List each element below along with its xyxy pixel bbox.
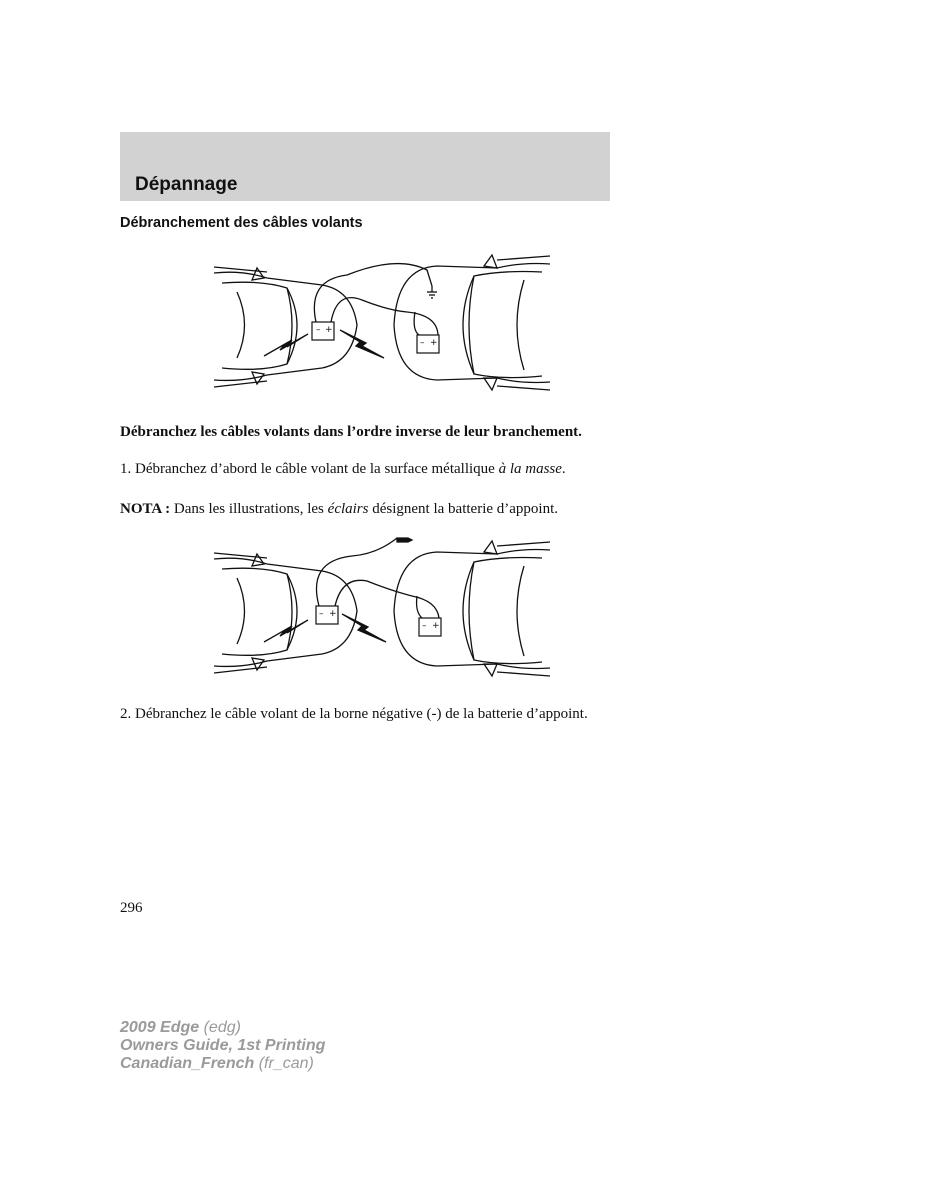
- footer-model: 2009 Edge: [120, 1019, 200, 1036]
- note: [120, 500, 610, 518]
- battery-icon: [312, 322, 334, 340]
- battery-terminal-neg: –: [420, 338, 425, 348]
- note-text-after: désignent la batterie d’appoint.: [368, 501, 559, 517]
- footer: [120, 1019, 325, 1073]
- disabled-car: [394, 255, 550, 390]
- page-number: 296: [120, 900, 143, 916]
- footer-line-2: Owners Guide, 1st Printing: [120, 1037, 326, 1054]
- illustration-jump-start-connected: [212, 250, 552, 400]
- step-2: 2. Débranchez le câble volant de la borne négative (-) de la batterie d’appoint.: [120, 706, 588, 722]
- footer-line-1: [120, 1019, 325, 1037]
- note-text-before: Dans les illustrations, les: [170, 501, 328, 517]
- note-emphasis: éclairs: [327, 501, 369, 517]
- jumper-cables: [314, 264, 438, 335]
- note-label: NOTA :: [120, 501, 171, 517]
- footer-line-3: [120, 1055, 325, 1073]
- cable-clamp-icon: [397, 538, 412, 542]
- footer-language: Canadian_French: [120, 1055, 255, 1072]
- battery-terminal-pos: +: [329, 609, 337, 619]
- ground-symbol-icon: [427, 286, 437, 298]
- footer-model-code: (edg): [199, 1019, 241, 1036]
- battery-terminal-pos: +: [325, 325, 333, 335]
- step-1-text: 1. Débranchez d’abord le câble volant de la surface métallique: [120, 461, 499, 477]
- battery-terminal-neg: –: [422, 621, 427, 631]
- section-title: Dépannage: [135, 174, 238, 195]
- illustration-ground-disconnected: [212, 536, 552, 686]
- sub-heading: Débranchement des câbles volants: [120, 215, 363, 231]
- booster-car: [214, 267, 357, 387]
- lightning-bolt-icon: [264, 334, 308, 356]
- step-1-emphasis: à la masse: [498, 461, 562, 477]
- lightning-bolt-icon: [264, 620, 308, 642]
- battery-terminal-pos: +: [432, 621, 440, 631]
- battery-icon: [417, 335, 439, 353]
- battery-terminal-pos: +: [430, 338, 438, 348]
- battery-icon: [419, 618, 441, 636]
- battery-terminal-neg: –: [316, 325, 321, 335]
- battery-icon: [316, 606, 338, 624]
- lightning-bolt-icon: [342, 614, 386, 642]
- step-1-end: .: [561, 461, 566, 477]
- footer-language-code: (fr_can): [254, 1055, 314, 1072]
- step-1: [120, 460, 610, 478]
- instruction-bold: Débranchez les câbles volants dans l’ordre inverse de leur branchement.: [120, 424, 582, 440]
- battery-terminal-neg: –: [319, 609, 324, 619]
